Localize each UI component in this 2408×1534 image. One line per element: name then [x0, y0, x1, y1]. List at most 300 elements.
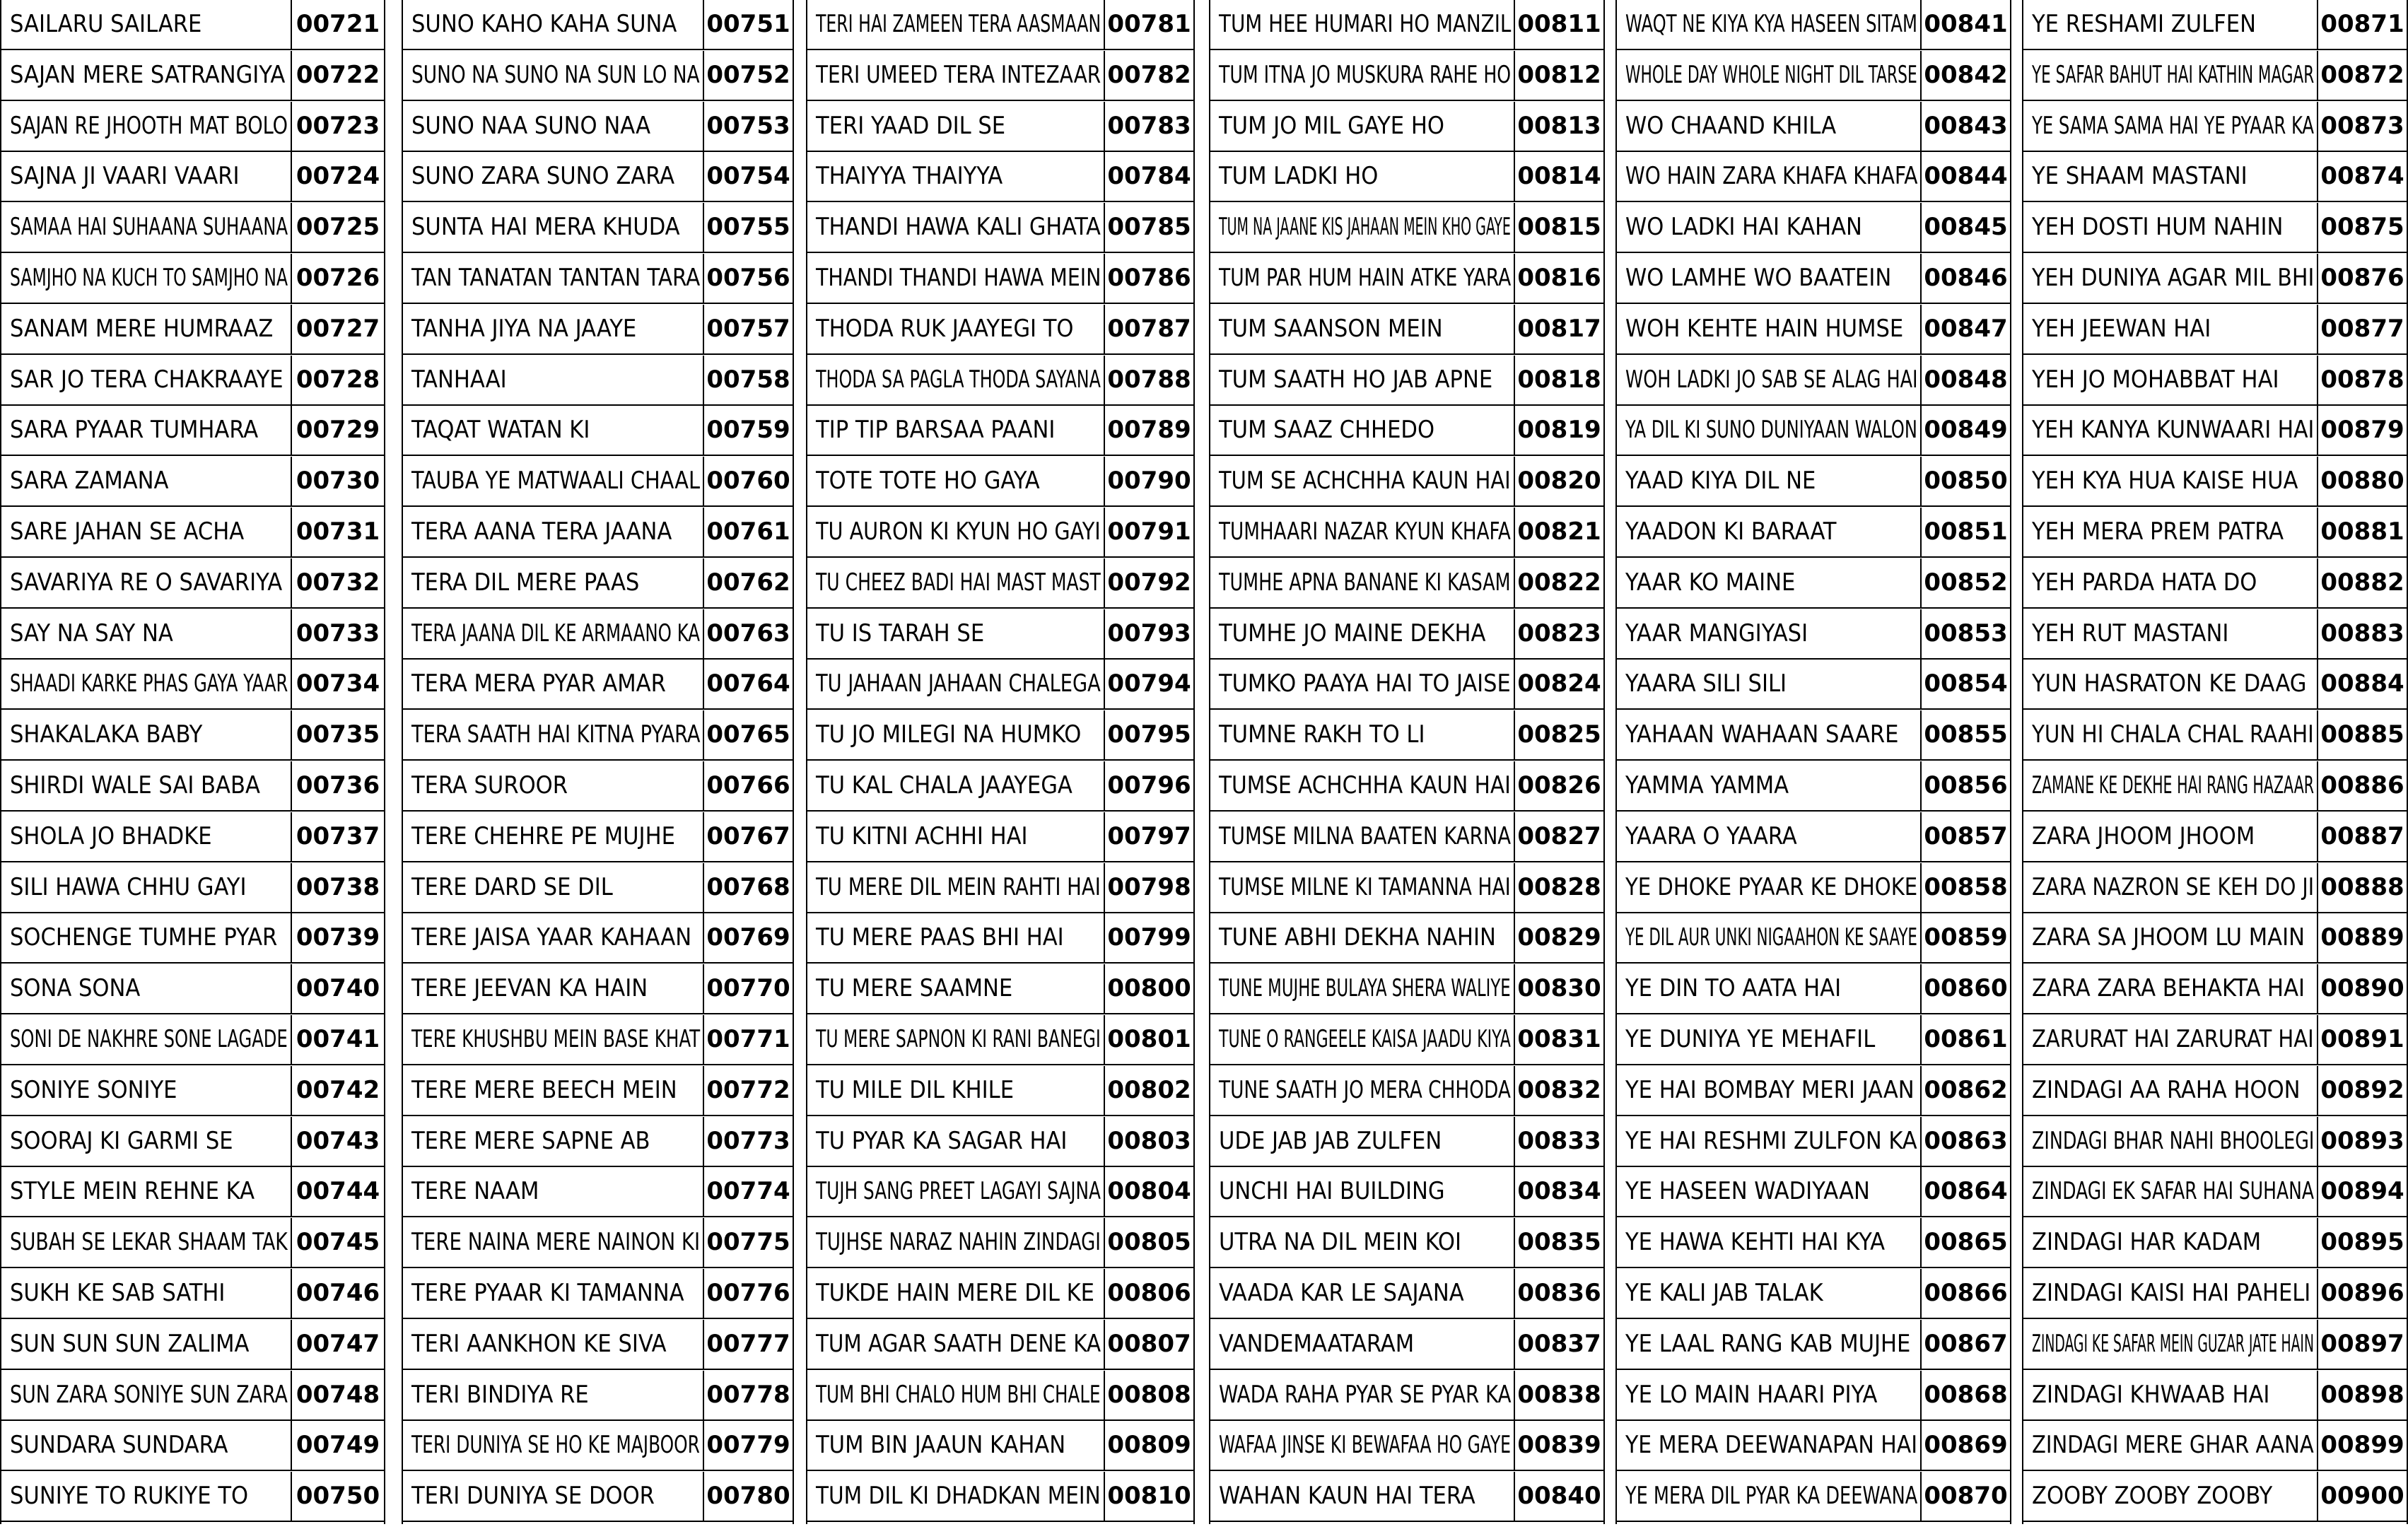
song-title-cell — [807, 1472, 1104, 1521]
song-title: TUKDE HAIN MERE DIL KE — [816, 1279, 1094, 1307]
song-title: TU KAL CHALA JAAYEGA — [816, 771, 1073, 800]
song-row — [1617, 406, 2010, 456]
song-row — [403, 1218, 793, 1268]
song-title-cell — [2023, 508, 2317, 556]
song-title-cell — [1210, 1421, 1514, 1470]
song-code: 00868 — [1920, 1371, 2010, 1419]
song-title: YAARA O YAARA — [1625, 821, 1797, 850]
song-title-cell — [1617, 1472, 1920, 1521]
song-title: TERI DUNIYA SE DOOR — [411, 1482, 655, 1511]
song-code: 00862 — [1920, 1066, 2010, 1115]
song-title: TU MERE DIL MEIN RAHTI HAI — [816, 872, 1101, 901]
song-title: TERI AANKHON KE SIVA — [411, 1329, 667, 1358]
song-code: 00810 — [1104, 1472, 1193, 1521]
song-title-cell — [807, 305, 1104, 353]
song-title: SAJAN MERE SATRANGIYA — [10, 60, 286, 89]
song-code: 00825 — [1514, 710, 1603, 759]
song-title-cell — [2023, 1371, 2317, 1419]
song-title: TUM BHI CHALO HUM BHI CHALE — [816, 1380, 1101, 1409]
song-code: 00900 — [2317, 1472, 2407, 1521]
song-code: 00898 — [2317, 1371, 2407, 1419]
song-code: 00755 — [703, 203, 793, 252]
song-code: 00765 — [703, 710, 793, 759]
song-title: ZOOBY ZOOBY ZOOBY — [2032, 1482, 2273, 1511]
song-row — [1210, 1015, 1603, 1065]
song-title: SUNDARA SUNDARA — [10, 1431, 228, 1460]
song-title-cell — [807, 660, 1104, 708]
song-title-cell — [807, 406, 1104, 455]
song-title: TUNE MUJHE BULAYA SHERA WALIYE — [1219, 974, 1511, 1003]
song-code: 00741 — [291, 1015, 384, 1064]
song-row — [1210, 102, 1603, 152]
song-code: 00824 — [1514, 660, 1603, 708]
song-row — [2023, 356, 2407, 406]
song-title: YE HAWA KEHTI HAI KYA — [1625, 1228, 1886, 1257]
song-code: 00779 — [703, 1421, 793, 1470]
song-code: 00721 — [291, 0, 384, 49]
song-code: 00834 — [1514, 1167, 1603, 1216]
song-title-cell — [2023, 0, 2317, 49]
song-code: 00854 — [1920, 660, 2010, 708]
song-title-cell — [1210, 558, 1514, 607]
song-title-cell — [2023, 1421, 2317, 1470]
song-title: ZINDAGI KE SAFAR MEIN GUZAR JATE HAIN — [2032, 1329, 2314, 1358]
song-row — [1617, 203, 2010, 253]
song-title: UNCHI HAI BUILDING — [1219, 1177, 1445, 1206]
song-code: 00762 — [703, 558, 793, 607]
song-title: WOH LADKI JO SAB SE ALAG HAI — [1625, 365, 1918, 394]
song-title: SAMJHO NA KUCH TO SAMJHO NA — [10, 264, 288, 292]
song-row — [1617, 964, 2010, 1014]
song-row — [1, 254, 384, 304]
song-row — [1617, 51, 2010, 101]
song-code: 00787 — [1104, 305, 1193, 353]
song-title-cell — [403, 913, 703, 962]
song-code: 00841 — [1920, 0, 2010, 49]
song-row — [403, 203, 793, 253]
song-row — [2023, 1218, 2407, 1268]
song-title-cell — [2023, 1015, 2317, 1064]
song-title-cell — [1210, 1167, 1514, 1216]
song-row — [2023, 508, 2407, 558]
song-row — [807, 1371, 1193, 1421]
song-row — [1, 1066, 384, 1116]
song-title-cell — [1617, 1371, 1920, 1419]
song-code: 00886 — [2317, 761, 2407, 810]
song-title: YAMMA YAMMA — [1625, 771, 1789, 800]
song-row — [1210, 863, 1603, 913]
song-title: SARE JAHAN SE ACHA — [10, 517, 245, 546]
song-code: 00858 — [1920, 863, 2010, 912]
song-title-cell — [1617, 1167, 1920, 1216]
song-title: TUM AGAR SAATH DENE KA — [816, 1329, 1101, 1358]
song-code: 00830 — [1514, 964, 1603, 1013]
song-title: TU JO MILEGI NA HUMKO — [816, 720, 1082, 749]
song-row — [2023, 1269, 2407, 1319]
song-title: YE HAI RESHMI ZULFON KA — [1625, 1126, 1917, 1155]
song-title-cell — [2023, 152, 2317, 201]
song-row — [403, 1371, 793, 1421]
song-title: TUM LADKI HO — [1219, 162, 1379, 191]
song-title-cell — [807, 1167, 1104, 1216]
song-title-cell — [1617, 1015, 1920, 1064]
song-row — [2023, 1472, 2407, 1522]
song-title-cell — [403, 660, 703, 708]
song-title: TAUBA YE MATWAALI CHAAL — [411, 467, 701, 496]
song-title: TERE NAINA MERE NAINON KI — [411, 1228, 701, 1257]
song-title: SONI DE NAKHRE SONE LAGADE — [10, 1025, 288, 1053]
song-row — [2023, 0, 2407, 50]
song-row — [1210, 1167, 1603, 1217]
song-row — [403, 863, 793, 913]
song-code: 00761 — [703, 508, 793, 556]
song-row — [1617, 1269, 2010, 1319]
song-code: 00876 — [2317, 254, 2407, 303]
song-row — [403, 812, 793, 862]
song-title-cell — [1210, 102, 1514, 151]
song-title: SAILARU SAILARE — [10, 10, 202, 38]
song-title: YEH MERA PREM PATRA — [2032, 517, 2284, 546]
song-code: 00822 — [1514, 558, 1603, 607]
song-row — [2023, 1117, 2407, 1167]
song-row — [1617, 356, 2010, 406]
song-title: WOH KEHTE HAIN HUMSE — [1625, 314, 1904, 343]
song-code: 00782 — [1104, 51, 1193, 100]
song-code: 00885 — [2317, 710, 2407, 759]
song-title: TUM DIL KI DHADKAN MEIN — [816, 1482, 1101, 1511]
song-code: 00798 — [1104, 863, 1193, 912]
song-title-cell — [1, 1167, 291, 1216]
song-title: TU AURON KI KYUN HO GAYI — [816, 517, 1101, 546]
song-row — [1, 51, 384, 101]
song-row — [1210, 1472, 1603, 1522]
song-title-cell — [2023, 1066, 2317, 1115]
song-code: 00778 — [703, 1371, 793, 1419]
song-title-cell — [807, 102, 1104, 151]
song-title-cell — [1617, 609, 1920, 658]
song-title: TU JAHAAN JAHAAN CHALEGA — [816, 669, 1101, 698]
song-row — [807, 964, 1193, 1014]
song-title: SONIYE SONIYE — [10, 1075, 177, 1104]
song-title: SOCHENGE TUMHE PYAR — [10, 923, 278, 952]
song-title: TANHAAI — [411, 365, 507, 394]
song-row — [1210, 305, 1603, 355]
song-row — [807, 1117, 1193, 1167]
song-row — [1, 863, 384, 913]
song-row — [1617, 0, 2010, 50]
song-code: 00826 — [1514, 761, 1603, 810]
song-code: 00873 — [2317, 102, 2407, 151]
song-row — [1210, 1320, 1603, 1370]
song-row — [2023, 1167, 2407, 1217]
song-title-cell — [1210, 1320, 1514, 1369]
song-title-cell — [403, 964, 703, 1013]
song-title-cell — [1, 406, 291, 455]
song-title-cell — [1, 1320, 291, 1369]
song-row — [1617, 863, 2010, 913]
song-title-cell — [2023, 406, 2317, 455]
song-title-cell — [1, 0, 291, 49]
song-title: THANDI THANDI HAWA MEIN — [816, 264, 1101, 292]
song-title-cell — [1617, 1421, 1920, 1470]
song-row — [403, 1269, 793, 1319]
song-row — [807, 254, 1193, 304]
song-row — [1, 1472, 384, 1522]
song-title: SARA PYAAR TUMHARA — [10, 416, 259, 445]
song-title: TERE JAISA YAAR KAHAAN — [411, 923, 692, 952]
song-title: TUM HEE HUMARI HO MANZIL — [1219, 10, 1512, 38]
song-code: 00835 — [1514, 1218, 1603, 1267]
song-title-cell — [1617, 203, 1920, 252]
song-title: TUMNE RAKH TO LI — [1219, 720, 1425, 749]
song-title-cell — [1, 457, 291, 505]
song-title: TUM SE ACHCHHA KAUN HAI — [1219, 467, 1511, 496]
song-code: 00801 — [1104, 1015, 1193, 1064]
song-title-cell — [2023, 863, 2317, 912]
song-title-cell — [403, 254, 703, 303]
song-row — [403, 1320, 793, 1370]
song-code: 00816 — [1514, 254, 1603, 303]
song-title-cell — [1, 558, 291, 607]
song-title-cell — [1617, 152, 1920, 201]
song-code: 00887 — [2317, 812, 2407, 861]
song-row — [807, 558, 1193, 609]
song-row — [807, 761, 1193, 812]
song-title: YE MERA DEEWANAPAN HAI — [1625, 1431, 1918, 1460]
song-title-cell — [1, 152, 291, 201]
song-row — [807, 710, 1193, 761]
song-code: 00751 — [703, 0, 793, 49]
song-row — [1617, 305, 2010, 355]
song-code: 00738 — [291, 863, 384, 912]
song-title: ZINDAGI BHAR NAHI BHOOLEGI — [2032, 1126, 2315, 1155]
song-code: 00838 — [1514, 1371, 1603, 1419]
song-title-cell — [1, 660, 291, 708]
song-title-cell — [2023, 761, 2317, 810]
song-title-cell — [2023, 1472, 2317, 1521]
song-title-cell — [1, 203, 291, 252]
song-title: TUMSE MILNA BAATEN KARNA — [1219, 821, 1512, 850]
song-title: YAAR KO MAINE — [1625, 568, 1796, 597]
song-title-cell — [807, 1371, 1104, 1419]
song-title: SUBAH SE LEKAR SHAAM TAK — [10, 1228, 288, 1257]
song-title-cell — [1, 508, 291, 556]
song-row — [1617, 812, 2010, 862]
song-title-cell — [1, 51, 291, 100]
song-code: 00726 — [291, 254, 384, 303]
song-row — [1210, 508, 1603, 558]
song-row — [1617, 1117, 2010, 1167]
song-code: 00750 — [291, 1472, 384, 1521]
song-title: SHOLA JO BHADKE — [10, 821, 212, 850]
song-code: 00882 — [2317, 558, 2407, 607]
song-title-cell — [1617, 1117, 1920, 1166]
song-title-cell — [1, 812, 291, 861]
song-code: 00794 — [1104, 660, 1193, 708]
song-code: 00867 — [1920, 1320, 2010, 1369]
song-title-cell — [2023, 558, 2317, 607]
song-title: TUM JO MIL GAYE HO — [1219, 111, 1444, 140]
song-list-column — [2022, 0, 2408, 1524]
song-code: 00821 — [1514, 508, 1603, 556]
song-title: TUM SAAZ CHHEDO — [1219, 416, 1435, 445]
song-code: 00752 — [703, 51, 793, 100]
song-title-cell — [1617, 913, 1920, 962]
song-row — [1617, 1320, 2010, 1370]
song-title: YEH DUNIYA AGAR MIL BHI — [2032, 264, 2315, 292]
song-title: TUMKO PAAYA HAI TO JAISE — [1219, 669, 1511, 698]
song-row — [2023, 1015, 2407, 1065]
song-code: 00850 — [1920, 457, 2010, 505]
song-title-cell — [403, 1320, 703, 1369]
song-row — [1617, 1472, 2010, 1522]
song-title: YAAD KIYA DIL NE — [1625, 467, 1816, 496]
song-code: 00759 — [703, 406, 793, 455]
song-title-cell — [2023, 710, 2317, 759]
song-code: 00864 — [1920, 1167, 2010, 1216]
song-row — [807, 1320, 1193, 1370]
song-title: TU MILE DIL KHILE — [816, 1075, 1015, 1104]
song-row — [807, 406, 1193, 456]
song-title-cell — [807, 1269, 1104, 1318]
song-title: TANHA JIYA NA JAAYE — [411, 314, 637, 343]
song-row — [1617, 710, 2010, 761]
song-row — [807, 913, 1193, 964]
song-title-cell — [1210, 1472, 1514, 1521]
song-row — [2023, 609, 2407, 660]
song-code: 00729 — [291, 406, 384, 455]
song-row — [1210, 203, 1603, 253]
song-code: 00731 — [291, 508, 384, 556]
song-code: 00742 — [291, 1066, 384, 1115]
song-title-cell — [403, 356, 703, 404]
song-row — [1, 1421, 384, 1471]
song-code: 00768 — [703, 863, 793, 912]
song-row — [807, 1066, 1193, 1116]
song-title: STYLE MEIN REHNE KA — [10, 1177, 255, 1206]
song-title: YEH JO MOHABBAT HAI — [2032, 365, 2279, 394]
song-title-cell — [1210, 1015, 1514, 1064]
song-title-cell — [807, 0, 1104, 49]
song-row — [403, 1421, 793, 1471]
song-title-cell — [403, 1218, 703, 1267]
song-title-cell — [1617, 305, 1920, 353]
song-code: 00774 — [703, 1167, 793, 1216]
song-row — [1, 152, 384, 202]
song-row — [807, 660, 1193, 710]
song-code: 00899 — [2317, 1421, 2407, 1470]
song-title: TAN TANATAN TANTAN TARA — [411, 264, 701, 292]
song-row — [807, 305, 1193, 355]
song-code: 00773 — [703, 1117, 793, 1166]
song-title-cell — [1, 356, 291, 404]
song-title-cell — [1210, 508, 1514, 556]
song-title-cell — [403, 1472, 703, 1521]
song-row — [1617, 558, 2010, 609]
song-title-cell — [403, 1015, 703, 1064]
song-title: SAMAA HAI SUHAANA SUHAANA — [10, 213, 288, 242]
song-row — [1617, 660, 2010, 710]
song-title: YAADON KI BARAAT — [1625, 517, 1837, 546]
song-code: 00879 — [2317, 406, 2407, 455]
song-title-cell — [2023, 254, 2317, 303]
song-title: SHAKALAKA BABY — [10, 720, 203, 749]
song-row — [2023, 1371, 2407, 1421]
song-title: SOORAJ KI GARMI SE — [10, 1126, 233, 1155]
song-title-cell — [1, 761, 291, 810]
song-row — [1210, 1371, 1603, 1421]
song-row — [1, 660, 384, 710]
song-code: 00783 — [1104, 102, 1193, 151]
song-row — [1, 609, 384, 660]
song-code: 00869 — [1920, 1421, 2010, 1470]
song-row — [807, 1015, 1193, 1065]
song-title-cell — [403, 1421, 703, 1470]
song-row — [1, 305, 384, 355]
song-title: TOTE TOTE HO GAYA — [816, 467, 1040, 496]
song-code: 00796 — [1104, 761, 1193, 810]
song-title: TERI HAI ZAMEEN TERA AASMAAN — [816, 10, 1101, 38]
song-code: 00792 — [1104, 558, 1193, 607]
song-row — [1617, 609, 2010, 660]
song-title: TUMHE JO MAINE DEKHA — [1219, 619, 1486, 648]
song-title-cell — [1617, 102, 1920, 151]
song-code: 00739 — [291, 913, 384, 962]
song-code: 00872 — [2317, 51, 2407, 100]
song-title: YE DUNIYA YE MEHAFIL — [1625, 1025, 1876, 1053]
song-title: ZINDAGI KAISI HAI PAHELI — [2032, 1279, 2311, 1307]
song-title-cell — [1210, 710, 1514, 759]
song-row — [403, 1117, 793, 1167]
song-title: VAADA KAR LE SAJANA — [1219, 1279, 1464, 1307]
song-code: 00722 — [291, 51, 384, 100]
song-code: 00775 — [703, 1218, 793, 1267]
song-title-cell — [403, 1066, 703, 1115]
song-title: TU IS TARAH SE — [816, 619, 985, 648]
song-row — [1617, 913, 2010, 964]
song-row — [1617, 457, 2010, 507]
song-title: TUMSE MILNE KI TAMANNA HAI — [1219, 872, 1511, 901]
song-code: 00820 — [1514, 457, 1603, 505]
song-title-cell — [2023, 1117, 2317, 1166]
song-row — [1, 1269, 384, 1319]
song-code: 00896 — [2317, 1269, 2407, 1318]
song-row — [403, 1066, 793, 1116]
song-code: 00877 — [2317, 305, 2407, 353]
song-code: 00740 — [291, 964, 384, 1013]
song-title: SUKH KE SAB SATHI — [10, 1279, 226, 1307]
song-code: 00866 — [1920, 1269, 2010, 1318]
song-title: SUNO NAA SUNO NAA — [411, 111, 650, 140]
song-row — [807, 0, 1193, 50]
song-title: YE MERA DIL PYAR KA DEEWANA — [1625, 1482, 1918, 1511]
song-title-cell — [403, 1167, 703, 1216]
song-title: SILI HAWA CHHU GAYI — [10, 872, 247, 901]
song-title-cell — [1210, 0, 1514, 49]
song-code: 00788 — [1104, 356, 1193, 404]
song-code: 00845 — [1920, 203, 2010, 252]
song-title-cell — [807, 964, 1104, 1013]
song-code: 00811 — [1514, 0, 1603, 49]
song-title: TERA MERA PYAR AMAR — [411, 669, 666, 698]
song-title-cell — [1617, 1269, 1920, 1318]
song-title-cell — [1210, 609, 1514, 658]
song-code: 00851 — [1920, 508, 2010, 556]
song-row — [403, 508, 793, 558]
song-row — [807, 203, 1193, 253]
song-row — [1, 203, 384, 253]
song-title-cell — [1, 913, 291, 962]
